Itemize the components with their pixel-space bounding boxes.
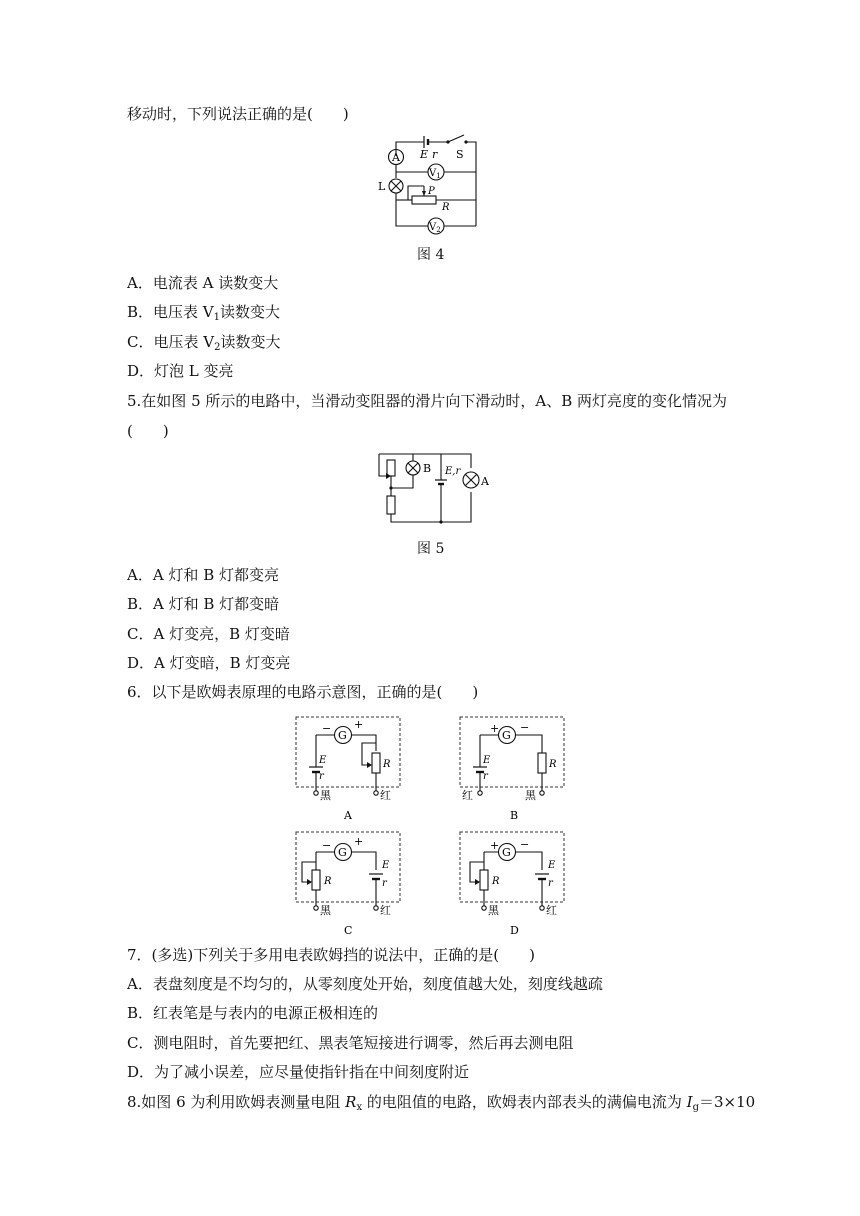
q5-option-d: D．A 灯变暗，B 灯变亮 xyxy=(127,654,291,672)
q4-option-b xyxy=(127,302,280,328)
fig4-label-s: S xyxy=(456,148,464,161)
fig4-label-v2-sub: 2 xyxy=(436,226,441,234)
svg-text:G: G xyxy=(338,846,347,859)
svg-text:+: + xyxy=(354,835,364,848)
svg-text:红: 红 xyxy=(380,789,391,802)
fig4-label-a: A xyxy=(392,151,400,164)
svg-text:黑: 黑 xyxy=(320,789,331,802)
svg-text:黑: 黑 xyxy=(525,789,536,802)
svg-text:+: + xyxy=(490,722,500,735)
q6-stem: 6．以下是欧姆表原理的电路示意图，正确的是( ) xyxy=(127,683,479,701)
fig4-label-r: r xyxy=(432,148,438,161)
q8-post: ＝3×10 xyxy=(699,1093,756,1111)
q8-ig: I xyxy=(686,1093,693,1111)
svg-text:E: E xyxy=(382,860,390,871)
q7-option-c: C．测电阻时，首先要把红、黑表笔短接进行调零，然后再去测电阻 xyxy=(127,1034,574,1052)
q5-option-a: A．A 灯和 B 灯都变亮 xyxy=(127,566,279,584)
q7-stem: 7．(多选)下列关于多用电表欧姆挡的说法中，正确的是( ) xyxy=(127,946,535,964)
fig5-rheostat-icon xyxy=(387,460,395,476)
q8-pre: 8.如图 6 为利用欧姆表测量电阻 xyxy=(127,1093,346,1111)
fig6-label-a: A xyxy=(344,809,352,822)
q5-option-b: B．A 灯和 B 灯都变暗 xyxy=(127,595,280,613)
svg-text:V2 xyxy=(428,222,441,234)
q8-rx-sub: x xyxy=(356,1102,363,1113)
fig6-diagram-a xyxy=(294,715,404,825)
fig4-label-v1: V xyxy=(429,168,437,179)
svg-text:R: R xyxy=(492,876,500,887)
q8-stem xyxy=(127,1092,755,1118)
fig5-label-b: B xyxy=(423,462,432,475)
svg-text:G: G xyxy=(502,846,511,859)
svg-text:G: G xyxy=(338,729,347,742)
q4-option-b-pre: B．电压表 V xyxy=(127,303,214,321)
svg-text:−: − xyxy=(322,722,332,735)
q4-option-b-sub: 1 xyxy=(213,312,220,323)
figure-4-circuit xyxy=(378,128,502,238)
svg-text:R: R xyxy=(383,759,391,770)
svg-text:红: 红 xyxy=(462,789,473,802)
fig6d-rheostat-icon xyxy=(480,870,488,890)
svg-text:G: G xyxy=(502,729,511,742)
fig6a-rheostat-icon xyxy=(372,753,380,773)
svg-text:R: R xyxy=(324,876,332,887)
q4-option-c xyxy=(127,332,280,358)
fig6-label-c: C xyxy=(344,924,353,937)
svg-text:E: E xyxy=(319,755,327,766)
fig5-label-er: E,r xyxy=(445,466,461,477)
q4-option-c-pre: C．电压表 V xyxy=(127,333,215,351)
svg-text:r: r xyxy=(483,771,488,782)
svg-text:r: r xyxy=(319,771,324,782)
figure-4-caption: 图 4 xyxy=(417,247,445,263)
svg-text:黑: 黑 xyxy=(488,904,499,917)
svg-text:V1 xyxy=(428,168,441,180)
svg-text:E: E xyxy=(483,755,491,766)
svg-text:+: + xyxy=(354,718,364,731)
fig6-diagram-b xyxy=(458,715,568,825)
svg-text:+: + xyxy=(490,839,500,852)
q5-stem: 5.在如图 5 所示的电路中，当滑动变阻器的滑片向下滑动时，A、B 两灯亮度的变化情况为 xyxy=(127,392,728,410)
svg-text:R: R xyxy=(549,759,557,770)
q7-option-a: A．表盘刻度是不均匀的，从零刻度处开始，刻度值越大处，刻度线越疏 xyxy=(127,975,603,993)
q4-option-d: D．灯泡 L 变亮 xyxy=(127,362,234,380)
figure-5-circuit xyxy=(367,446,507,526)
q4-option-b-post: 读数变大 xyxy=(220,303,281,321)
fig5-label-a: A xyxy=(481,475,489,488)
rheostat-r-icon xyxy=(412,196,436,204)
fig4-label-l: L xyxy=(378,180,386,193)
svg-text:红: 红 xyxy=(546,904,557,917)
q4-option-a: A．电流表 A 读数变大 xyxy=(127,274,279,292)
q8-mid: 的电阻值的电路，欧姆表内部表头的满偏电流为 xyxy=(362,1093,687,1111)
q4-option-c-post: 读数变大 xyxy=(220,333,281,351)
fig6c-rheostat-icon xyxy=(312,870,320,890)
fig4-label-r-rheostat: R xyxy=(442,202,450,213)
fig4-label-e: E xyxy=(420,148,429,161)
fig4-label-p: P xyxy=(428,186,435,197)
svg-text:E: E xyxy=(548,860,556,871)
q8-ig-sub: g xyxy=(692,1102,699,1113)
fig6-diagram-d xyxy=(458,830,568,940)
fig5-resistor-icon xyxy=(387,496,395,514)
figure-5-caption: 图 5 xyxy=(417,541,445,557)
q7-option-b: B．红表笔是与表内的电源正极相连的 xyxy=(127,1004,379,1022)
fig6-label-b: B xyxy=(510,809,519,822)
fig6b-resistor-icon xyxy=(538,753,546,773)
fig4-label-v1-sub: 1 xyxy=(436,172,441,180)
svg-text:黑: 黑 xyxy=(320,904,331,917)
svg-text:红: 红 xyxy=(380,904,391,917)
svg-text:r: r xyxy=(382,878,387,889)
fig6-label-d: D xyxy=(510,924,519,937)
q5-paren: ( ) xyxy=(127,422,169,440)
q4-stem-continuation: 移动时，下列说法正确的是( ) xyxy=(127,105,349,123)
svg-text:−: − xyxy=(520,838,530,851)
svg-text:r: r xyxy=(548,878,553,889)
q7-option-d: D．为了减小误差，应尽量使指针指在中间刻度附近 xyxy=(127,1063,470,1081)
fig6-diagram-c xyxy=(294,830,404,940)
q5-option-c: C．A 灯变亮，B 灯变暗 xyxy=(127,625,290,643)
fig4-label-v2: V xyxy=(429,222,437,233)
svg-text:−: − xyxy=(322,839,332,852)
q4-option-c-sub: 2 xyxy=(214,342,221,353)
q8-rx: R xyxy=(345,1093,357,1111)
svg-text:−: − xyxy=(520,721,530,734)
